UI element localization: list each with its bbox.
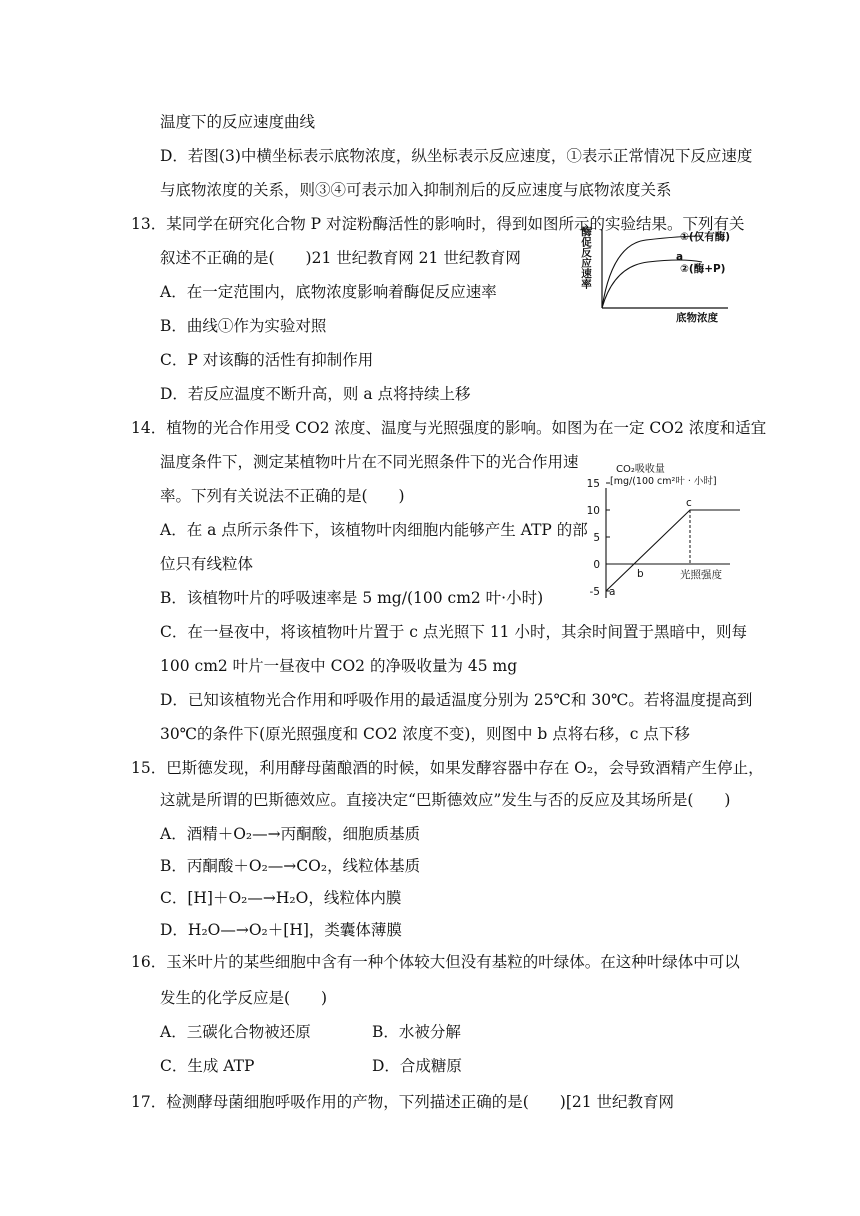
q13-stem-line2: 叙述不正确的是( )21 世纪教育网 21 世纪教育网 <box>160 249 521 267</box>
q13-figure-ylabel: 酶促反应速率 <box>580 226 592 289</box>
q14-figure-xlabel: 光照强度 <box>680 569 722 581</box>
q14-point-b: b <box>637 568 644 580</box>
q14-y-tick-label: 15 <box>586 478 600 490</box>
q15-option-d: D．H₂O—→O₂＋[H]，类囊体薄膜 <box>160 921 402 939</box>
q14-figure-ylabel-line1: CO₂吸收量 <box>616 464 665 475</box>
q13-curve-2-label: ②(酶+P) <box>680 263 726 275</box>
q14-option-a-line1: A．在 a 点所示条件下，该植物叶肉细胞内能够产生 ATP 的部 <box>160 521 588 539</box>
q13-option-b: B．曲线①作为实验对照 <box>160 317 327 335</box>
q13-option-c: C．P 对该酶的活性有抑制作用 <box>160 351 374 369</box>
q17-stem-line1: 17．检测酵母菌细胞呼吸作用的产物，下列描述正确的是( )[21 世纪教育网 <box>131 1093 675 1111</box>
q14-point-c: c <box>686 497 692 509</box>
q16-option-c: C．生成 ATP <box>160 1057 255 1075</box>
q14-y-tick-label: -5 <box>589 586 600 598</box>
q13-point-a: a <box>676 251 684 263</box>
q13-stem-line1: 13．某同学在研究化合物 P 对淀粉酶活性的影响时，得到如图所示的实验结果。下列有关 <box>131 215 745 233</box>
q14-option-d-line2: 30℃的条件下(原光照强度和 CO2 浓度不变)，则图中 b 点将右移，c 点下移 <box>160 725 690 743</box>
q13-enzyme-rate-figure <box>578 222 738 326</box>
q13-option-d: D．若反应温度不断升高，则 a 点将持续上移 <box>160 385 471 403</box>
q16-stem-line2: 发生的化学反应是( ) <box>160 989 328 1007</box>
q15-stem-line1: 15．巴斯德发现，利用酵母菌酿酒的时候，如果发酵容器中存在 O₂，会导致酒精产生停止， <box>131 759 764 777</box>
q12-option-d-line2: 与底物浓度的关系，则③④可表示加入抑制剂后的反应速度与底物浓度关系 <box>160 181 672 199</box>
q15-stem-line2: 这就是所谓的巴斯德效应。直接决定“巴斯德效应”发生与否的反应及其场所是( ) <box>160 791 731 809</box>
q13-curve-1-label: ①(仅有酶) <box>680 231 730 243</box>
q16-option-b: B．水被分解 <box>372 1023 461 1041</box>
q15-option-a: A．酒精＋O₂—→丙酮酸，细胞质基质 <box>160 825 421 843</box>
q14-stem-line3: 率。下列有关说法不正确的是( ) <box>160 487 405 505</box>
q13-option-a: A．在一定范围内，底物浓度影响着酶促反应速率 <box>160 283 497 301</box>
q14-stem-line2: 温度条件下，测定某植物叶片在不同光照条件下的光合作用速 <box>160 453 579 471</box>
q14-stem-line1: 14．植物的光合作用受 CO2 浓度、温度与光照强度的影响。如图为在一定 CO2 浓度和适宜 <box>131 419 767 437</box>
q14-y-tick-label: 10 <box>586 505 600 517</box>
q14-co2-absorption-chart <box>580 458 740 606</box>
q12-continuation: 温度下的反应速度曲线 <box>160 113 316 131</box>
q14-y-tick-label: 5 <box>593 532 600 544</box>
q16-stem-line1: 16．玉米叶片的某些细胞中含有一种个体较大但没有基粒的叶绿体。在这种叶绿体中可以 <box>131 953 740 971</box>
q14-y-tick-label: 0 <box>593 559 600 571</box>
q12-option-d-line1: D．若图(3)中横坐标表示底物浓度，纵坐标表示反应速度，①表示正常情况下反应速度 <box>160 147 753 165</box>
q13-figure-xlabel: 底物浓度 <box>676 312 718 324</box>
q14-option-a-line2: 位只有线粒体 <box>160 555 254 573</box>
q15-option-c: C．[H]＋O₂—→H₂O，线粒体内膜 <box>160 889 402 907</box>
q16-option-d: D．合成糖原 <box>372 1057 462 1075</box>
q15-option-b: B．丙酮酸＋O₂—→CO₂，线粒体基质 <box>160 857 421 875</box>
q14-figure-ylabel-line2: [mg/(100 cm²叶 · 小时] <box>610 476 717 487</box>
q14-point-a: a <box>609 586 616 598</box>
q14-option-d-line1: D．已知该植物光合作用和呼吸作用的最适温度分别为 25℃和 30℃。若将温度提高到 <box>160 691 753 709</box>
q14-option-c-line1: C．在一昼夜中，将该植物叶片置于 c 点光照下 11 小时，其余时间置于黑暗中，则每 <box>160 623 747 641</box>
q16-option-a: A．三碳化合物被还原 <box>160 1023 311 1041</box>
q14-option-c-line2: 100 cm2 叶片一昼夜中 CO2 的净吸收量为 45 mg <box>160 657 518 675</box>
q14-option-b: B．该植物叶片的呼吸速率是 5 mg/(100 cm2 叶·小时) <box>160 589 544 607</box>
